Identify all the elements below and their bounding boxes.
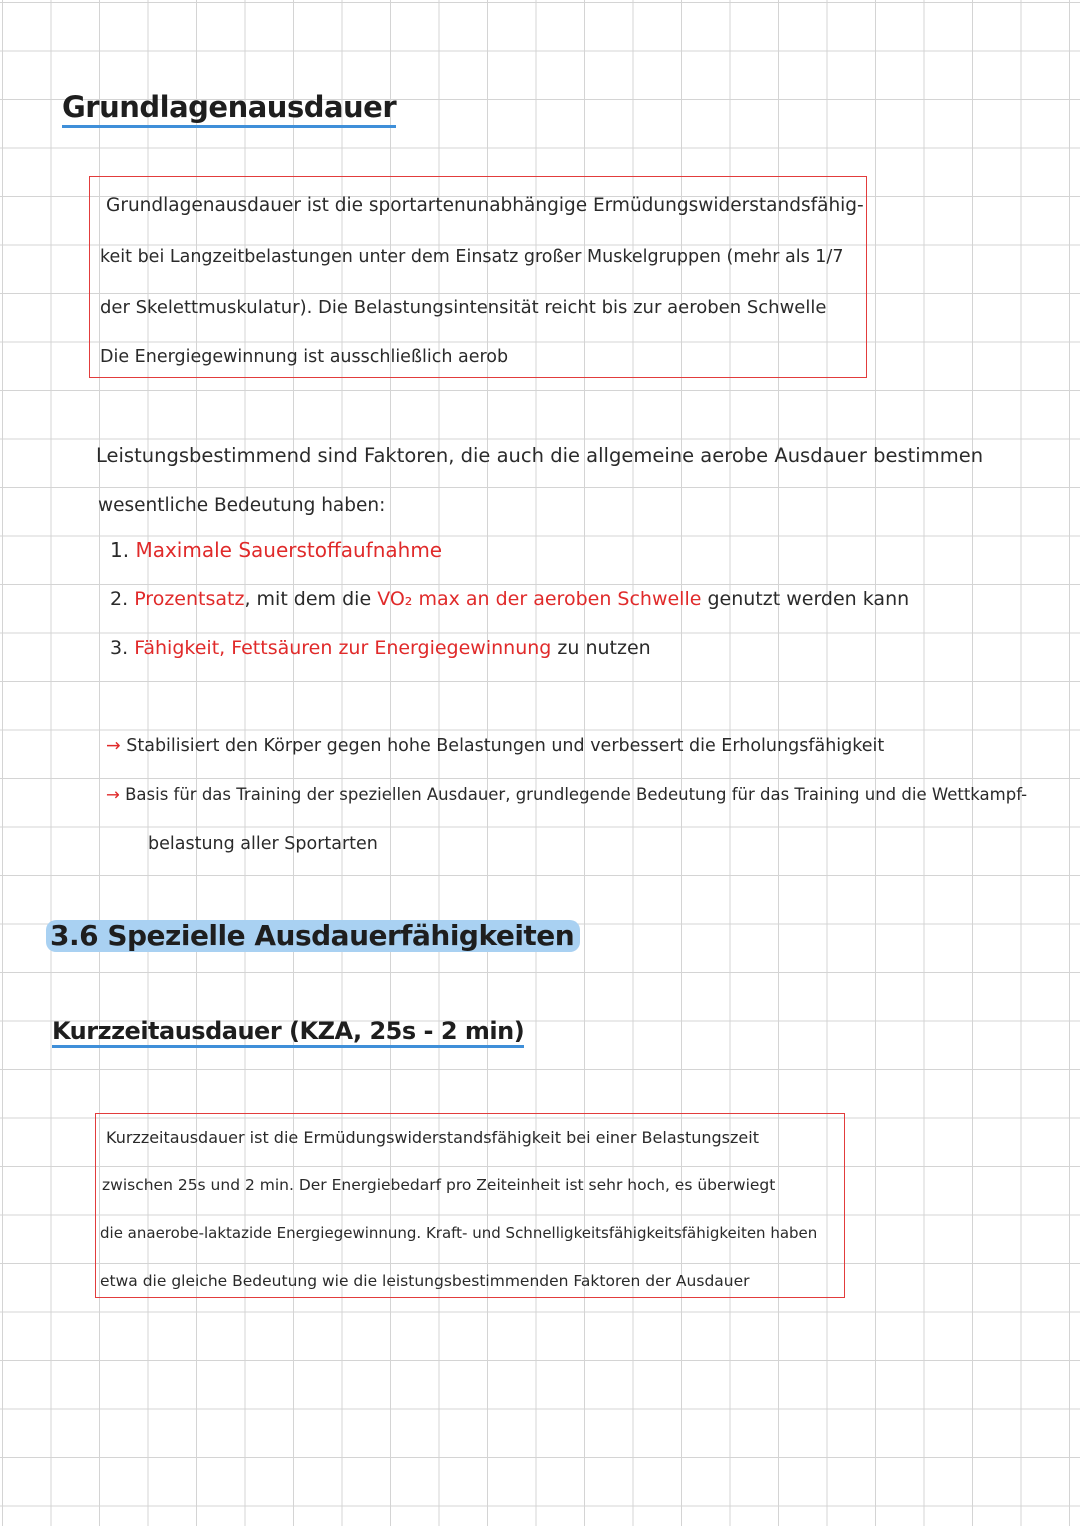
factors-intro-line-1: Leistungsbestimmend sind Faktoren, die auch die allgemeine aerobe Ausdauer bestimmen [96,444,984,467]
definition-line-1: Grundlagenausdauer ist die sportartenunabhängige Ermüdungswiderstandsfähig- [106,195,864,216]
arrow-right-icon: → [106,736,121,756]
definition-line-3: die anaerobe-laktazide Energiegewinnung. Kraft- und Schnelligkeitsfähigkeitsfähigkeiten haben [100,1224,818,1242]
factor-red-text: Maximale Sauerstoffaufnahme [135,538,443,562]
factor-item-3 [110,637,651,659]
factor-rest-text: genutzt werden kann [701,588,910,610]
title-text: Kurzzeitausdauer (KZA, 25s - 2 min) [52,1018,524,1048]
factor-number: 3. [110,637,129,659]
factor-number: 2. [110,588,129,610]
definition-line-4: Die Energiegewinnung ist ausschließlich aerob [100,347,509,367]
factor-red-text: Fähigkeit, Fettsäuren zur Energiegewinnung [134,637,552,659]
factor-rest-text: zu nutzen [551,637,651,659]
section-title-spezielle-ausdauer [46,920,580,952]
title-text: 3.6 Spezielle Ausdauerfähigkeiten [46,920,580,952]
factor-item-2 [110,588,909,610]
arrow-bullet-1 [106,736,884,756]
factor-item-1 [110,538,442,562]
section-title-grundlagenausdauer [62,92,396,128]
arrow-bullet-text: Basis für das Training der speziellen Ausdauer, grundlegende Bedeutung für das Training und die Wettkampf- [125,785,1028,804]
definition-box-grundlagenausdauer [89,176,867,378]
arrow-right-icon: → [106,785,120,804]
definition-line-2: zwischen 25s und 2 min. Der Energiebedarf pro Zeiteinheit ist sehr hoch, es überwiegt [102,1176,776,1194]
title-text: Grundlagenausdauer [62,92,396,128]
arrow-bullet-2 [106,785,1027,804]
definition-line-4: etwa die gleiche Bedeutung wie die leistungsbestimmenden Faktoren der Ausdauer [100,1272,750,1290]
definition-line-1: Kurzzeitausdauer ist die Ermüdungswiderstandsfähigkeit bei einer Belastungszeit [106,1128,759,1147]
section-title-kurzzeitausdauer [52,1018,524,1048]
definition-line-3: der Skelettmuskulatur). Die Belastungsintensität reicht bis zur aeroben Schwelle [100,297,827,318]
factor-red-text-2: VO₂ max an der aeroben Schwelle [377,588,702,610]
arrow-bullet-continuation: belastung aller Sportarten [148,834,378,854]
factor-red-text: Prozentsatz [134,588,245,610]
factor-mid-text: , mit dem die [244,588,378,610]
factors-intro-line-2: wesentliche Bedeutung haben: [98,495,386,516]
definition-box-kurzzeitausdauer [95,1113,845,1298]
definition-line-2: keit bei Langzeitbelastungen unter dem Einsatz großer Muskelgruppen (mehr als 1/7 [100,247,844,267]
arrow-bullet-text: Stabilisiert den Körper gegen hohe Belastungen und verbessert die Erholungsfähigkeit [126,736,885,756]
factor-number: 1. [110,538,130,562]
